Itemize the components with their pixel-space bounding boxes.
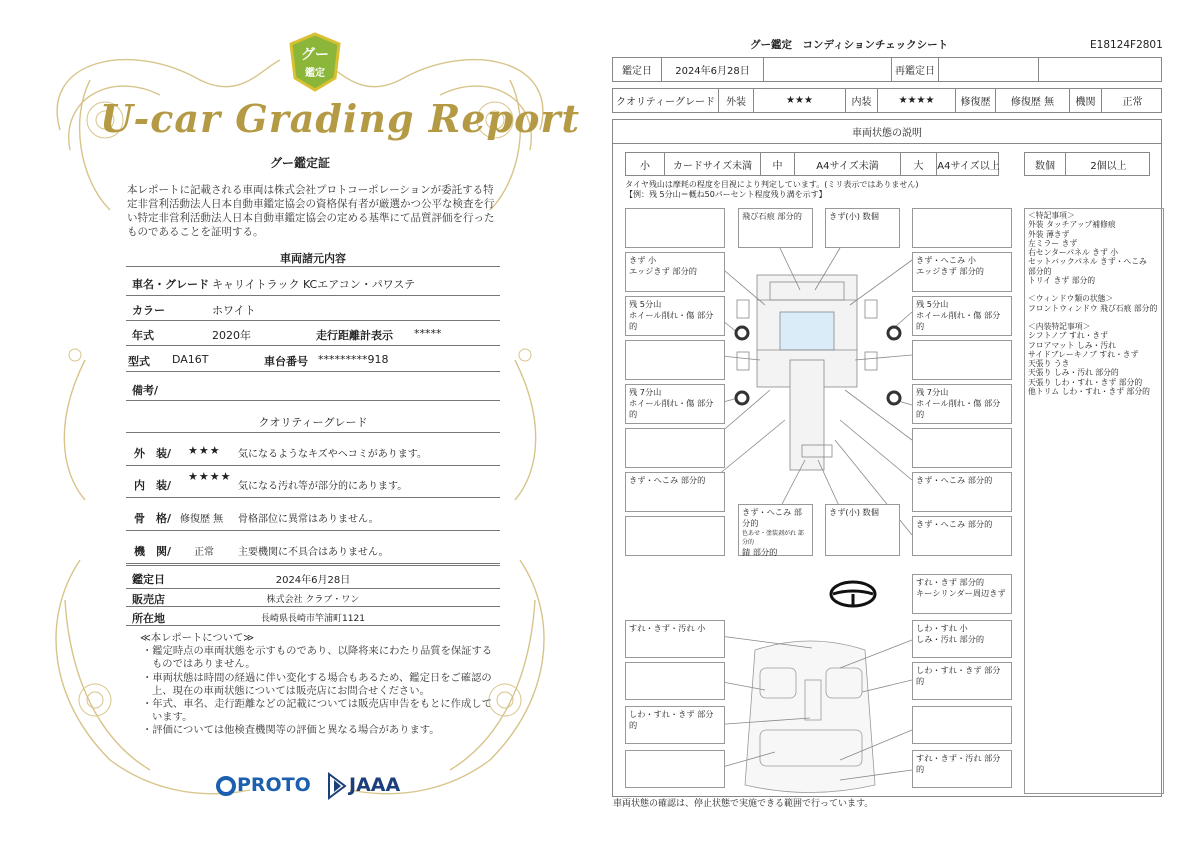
sheet-code: E18124F2801 — [1090, 39, 1163, 51]
obs-box-interior-right-2: しわ・すれ・きず 部分的 — [912, 662, 1012, 700]
proto-mark-icon — [215, 775, 237, 797]
note-line: ＜特記事項＞ — [1028, 211, 1075, 220]
logo-text-goo: グー — [301, 47, 329, 63]
obs-box-empty — [625, 750, 725, 788]
obs-box-interior-left-3: しわ・すれ・きず 部分的 — [625, 706, 725, 744]
legend-small-desc: カードサイズ未満 — [664, 153, 760, 175]
note-item: ・評価については他検査機関等の評価と異なる場合があります。 — [142, 724, 440, 737]
ext-stars: ★★★ — [753, 89, 845, 112]
obs-box-interior-right-1: しわ・すれ 小 しみ・汚れ 部分的 — [912, 620, 1012, 658]
engine-label: 機関 — [1069, 89, 1101, 112]
grade-label: クオリティーグレード — [616, 97, 715, 108]
quality-heading: クオリティーグレード — [258, 416, 368, 429]
tire-note-2: 【例：残 5分山＝概ね50パーセント程度残り溝を示す】 — [625, 190, 827, 199]
exterior-stars: ★★★ — [188, 444, 221, 457]
obs-box-bottom-left — [738, 504, 813, 556]
obs-box-empty — [625, 340, 725, 380]
legend-small: 小 — [640, 160, 650, 172]
interior-stars: ★★★★ — [188, 470, 232, 483]
obs-box-right-7: きず・へこみ 部分的 — [912, 472, 1012, 512]
int-label: 内装 — [845, 89, 877, 112]
legend-medium-desc: A4サイズ未満 — [794, 153, 900, 175]
address-value: 長崎県長崎市竿浦町1121 — [261, 614, 365, 624]
obs-box-interior-left-1: すれ・きず・汚れ 小 — [625, 620, 725, 658]
name-label: 車名・グレード — [132, 278, 209, 291]
note-line: トリイ きず 部分的 — [1028, 276, 1096, 286]
note-line: 天張り しわ・すれ・きず 部分的 — [1028, 377, 1143, 387]
year-label: 年式 — [132, 329, 154, 342]
address-label: 所在地 — [132, 612, 165, 625]
exterior-label: 外 装/ — [134, 447, 172, 460]
obs-box-left-7: きず・へこみ 部分的 — [625, 472, 725, 512]
color-label: カラー — [132, 304, 165, 317]
row-address — [126, 607, 500, 626]
ext-label: 外装 — [718, 89, 753, 112]
condition-check-sheet — [600, 0, 1200, 848]
legend-count: 数個 — [1035, 160, 1055, 172]
condition-heading: 車両状態の説明 — [612, 119, 1162, 144]
spec-heading: 車両諸元内容 — [280, 252, 346, 265]
obs-box-right-front-tire: 残 5分山 ホイール削れ・傷 部分的 — [912, 296, 1012, 336]
spec-row-name — [126, 266, 500, 296]
exterior-desc: 気になるようなキズやヘコミがあります。 — [238, 449, 427, 460]
obs-box-empty — [625, 516, 725, 556]
chassis-value: *********918 — [318, 353, 389, 366]
quality-row-engine — [126, 531, 500, 564]
quality-row-frame — [126, 498, 500, 531]
obs-box-left-rear-tire: 残 7分山 ホイール削れ・傷 部分的 — [625, 384, 725, 424]
jaaa-logo-text: JAAA — [349, 774, 401, 796]
store-value: 株式会社 クラブ・ワン — [266, 595, 360, 605]
note-line: 左ミラー きず — [1028, 238, 1078, 248]
certificate-text: 本レポートに記載される車両は株式会社プロトコーポレーションが委託する特定非営利活動法人日本自動車鑑定協会の資格保有者が厳選かつ公平な検査を行い特定非営利活動法人日本自動車鑑定協会の定める基準にて品質評価を行ったものであることを証明する。 — [127, 184, 495, 238]
proto-logo-text: PROTO — [237, 774, 311, 796]
engine-desc: 主要機関に不具合はありません。 — [238, 547, 389, 558]
obs-box-steering: すれ・きず 部分的 キーシリンダー周辺きず — [912, 574, 1012, 614]
date-value: 2024年6月28日 — [661, 58, 763, 81]
obs-box-right-2: きず・へこみ 小 エッジきず 部分的 — [912, 252, 1012, 292]
certificate-heading: グー鑑定証 — [269, 156, 330, 170]
note-item: ・鑑定時点の車両状態を示すものであり、以降将来にわたり品質を保証するものではありません。 — [142, 645, 493, 671]
int-stars: ★★★★ — [877, 89, 955, 112]
chassis-label: 車台番号 — [264, 355, 308, 368]
logo-text-kantei: 鑑定 — [305, 68, 325, 79]
brand-logos — [215, 770, 415, 800]
obs-line: きず・へこみ 部分的 — [742, 507, 802, 528]
date-label: 鑑定日 — [622, 66, 652, 77]
note-line: フロントウィンドウ 飛び石痕 部分的 — [1028, 303, 1158, 313]
note-line: フロアマット しみ・汚れ — [1028, 340, 1116, 350]
quality-row-exterior — [126, 432, 500, 466]
row-store — [126, 588, 500, 607]
note-line: 外装 タッチアップ補修痕 — [1028, 220, 1116, 230]
engine-label: 機 関/ — [134, 545, 172, 558]
note-line: ＜ウィンドウ類の状態＞ — [1028, 294, 1114, 304]
model-value: DA16T — [172, 353, 209, 366]
spec-row-color — [126, 296, 500, 321]
mileage-value: ***** — [414, 327, 442, 340]
tire-note-1: タイヤ残山は摩耗の程度を目視により判定しています。(ミリ表示ではありません) — [625, 180, 919, 189]
obs-box-top-right: きず(小) 数個 — [825, 208, 900, 248]
obs-box-top-left: 飛び石痕 部分的 — [738, 208, 813, 248]
note-line: シフトノブ すれ・きず — [1028, 331, 1108, 341]
repair-label: 修復歴 — [955, 89, 995, 112]
obs-box-interior-right-4: すれ・きず・汚れ 部分的 — [912, 750, 1012, 788]
report-notes — [140, 632, 500, 738]
store-label: 販売店 — [132, 593, 165, 606]
note-line: ＜内装特記事項＞ — [1028, 321, 1091, 331]
note-line: 他トリム しわ・すれ・きず 部分的 — [1028, 387, 1150, 397]
steering-wheel-icon — [831, 582, 875, 606]
reinspect-label: 再鑑定日 — [891, 58, 938, 81]
frame-value: 修復歴 無 — [180, 514, 224, 525]
frame-desc: 骨格部位に異常はありません。 — [238, 514, 379, 525]
engine-value: 正常 — [194, 547, 214, 558]
note-gap — [1028, 313, 1160, 322]
year-value: 2020年 — [212, 329, 251, 342]
obs-box-empty — [625, 208, 725, 248]
note-line: 外装 薄きず — [1028, 229, 1070, 239]
note-line: 天張り うき — [1028, 359, 1070, 369]
note-line: 部分的 — [1028, 266, 1052, 276]
obs-box-empty — [912, 706, 1012, 744]
legend-count-desc: 2個以上 — [1065, 153, 1151, 175]
name-value: キャリイトラック KCエアコン・パワステ — [212, 278, 416, 291]
legend-medium: 中 — [760, 153, 794, 175]
spec-row-remarks — [126, 372, 500, 401]
goo-appraisal-logo — [287, 32, 343, 92]
obs-box-left-2: きず 小 エッジきず 部分的 — [625, 252, 725, 292]
note-item: ・年式、車名、走行距離などの記載については販売店申告をもとに作成しています。 — [142, 698, 492, 724]
quality-row-interior — [126, 465, 500, 498]
obs-box-right-8: きず・へこみ 部分的 — [912, 516, 1012, 556]
obs-box-empty — [625, 662, 725, 700]
legend-large-desc: A4サイズ以上 — [936, 153, 1000, 175]
jaaa-mark-icon — [327, 772, 347, 800]
mileage-label: 走行距離計表示 — [316, 329, 393, 342]
sheet-title: グー鑑定 コンディションチェックシート — [750, 39, 949, 51]
remarks-label: 備考/ — [132, 384, 159, 397]
note-line: セットバックパネル きず・へこみ — [1028, 257, 1147, 267]
obs-line: 錆 部分的 — [742, 547, 778, 557]
obs-line: 色あせ・塗装剥がれ 部分的 — [742, 530, 804, 546]
note-line: サイドブレーキノブ すれ・きず — [1028, 349, 1139, 359]
model-label: 型式 — [128, 355, 150, 368]
color-value: ホワイト — [212, 304, 256, 317]
repair-value: 修復歴 無 — [995, 89, 1069, 112]
spec-row-model — [126, 346, 500, 372]
obs-box-empty — [912, 208, 1012, 248]
legend-large: 大 — [900, 153, 936, 175]
frame-label: 骨 格/ — [134, 512, 172, 525]
report-title: U-car Grading Report — [100, 96, 581, 141]
obs-box-empty — [912, 428, 1012, 468]
obs-box-empty — [912, 340, 1012, 380]
engine-value: 正常 — [1101, 89, 1163, 112]
appraisal-date-value: 2024年6月28日 — [275, 575, 351, 586]
footnote: 車両状態の確認は、停止状態で実施できる範囲で行っています。 — [613, 799, 874, 809]
special-notes-panel — [1024, 208, 1164, 794]
obs-box-right-rear-tire: 残 7分山 ホイール削れ・傷 部分的 — [912, 384, 1012, 424]
note-line: 右センターパネル きず 小 — [1028, 248, 1119, 258]
appraisal-date-label: 鑑定日 — [132, 573, 165, 586]
notes-title: ≪本レポートについて≫ — [140, 632, 255, 644]
note-item: ・車両状態は時間の経過に伴い変化する場合もあるため、鑑定日をご確認の上、現在の車両状態については販売店にお問合せください。 — [142, 671, 492, 697]
obs-box-left-front-tire: 残 5分山 ホイール削れ・傷 部分的 — [625, 296, 725, 336]
note-line: 天張り しみ・汚れ 部分的 — [1028, 368, 1119, 378]
spec-row-year — [126, 321, 500, 346]
interior-label: 内 装/ — [134, 479, 172, 492]
obs-box-bottom-right: きず(小) 数個 — [825, 504, 900, 556]
row-appraisal-date — [126, 565, 500, 589]
interior-desc: 気になる汚れ等が部分的にあります。 — [238, 481, 408, 492]
obs-box-empty — [625, 428, 725, 468]
